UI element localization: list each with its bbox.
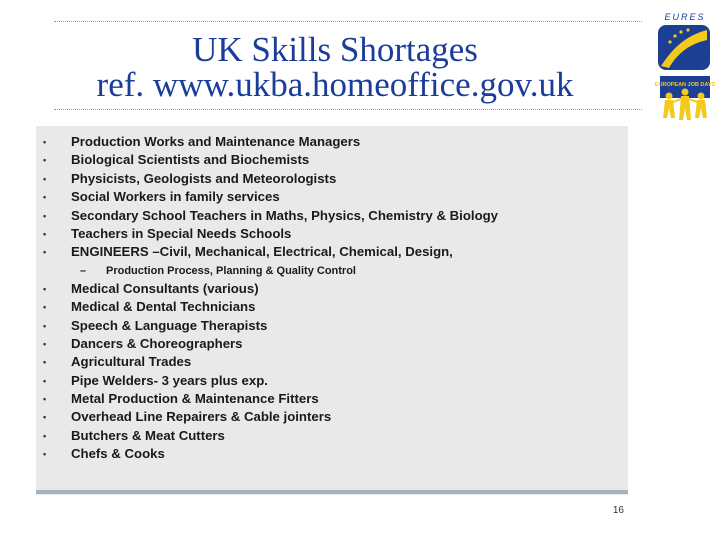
top-divider <box>54 21 642 22</box>
list-item-text: ENGINEERS –Civil, Mechanical, Electrical, Chemical, Design, <box>71 244 453 260</box>
bullet: • <box>43 412 47 423</box>
bullet: • <box>43 283 47 294</box>
people-figures-icon <box>663 89 707 121</box>
list-item <box>36 372 628 390</box>
list-item-text: Biological Scientists and Biochemists <box>71 152 310 168</box>
bullet: • <box>43 338 47 349</box>
bullet: • <box>43 357 47 368</box>
bullet: • <box>43 192 47 203</box>
slide-title <box>40 32 630 102</box>
list-item-text: Secondary School Teachers in Maths, Physics, Chemistry & Biology <box>71 207 499 223</box>
list-item <box>36 353 628 371</box>
list-item-text: Production Works and Maintenance Managers <box>71 134 361 149</box>
list-item-text: Agricultural Trades <box>71 354 192 370</box>
list-item <box>36 188 628 206</box>
bullet: • <box>43 449 47 460</box>
content-panel-border <box>36 490 628 494</box>
list-item <box>36 225 628 243</box>
bullet: • <box>43 430 47 441</box>
skills-list <box>36 133 628 464</box>
list-item <box>36 317 628 335</box>
page-number: 16 <box>612 505 624 516</box>
bullet: • <box>43 302 47 313</box>
title-divider <box>54 109 642 110</box>
bullet: • <box>43 173 47 184</box>
bullet: • <box>43 320 47 331</box>
bullet: • <box>43 228 47 239</box>
bullet: • <box>43 394 47 405</box>
eures-logos <box>655 8 715 128</box>
job-days-text: EUROPEAN JOB DAYS <box>655 82 715 88</box>
list-item <box>36 335 628 353</box>
list-item <box>36 298 628 316</box>
list-item-text: Speech & Language Therapists <box>71 317 268 333</box>
list-item-text: Physicists, Geologists and Meteorologists <box>71 170 337 186</box>
list-item <box>36 151 628 169</box>
list-item-text: Social Workers in family services <box>71 189 280 205</box>
bullet: • <box>43 247 47 258</box>
list-item <box>36 207 628 225</box>
list-item-text: Overhead Line Repairers & Cable jointers <box>71 409 332 425</box>
list-item-text: Medical & Dental Technicians <box>71 299 256 315</box>
list-item-text: Chefs & Cooks <box>71 446 165 462</box>
list-item <box>36 408 628 426</box>
list-item <box>36 427 628 445</box>
list-item <box>36 243 628 261</box>
bullet: • <box>43 375 47 386</box>
bullet: • <box>43 210 47 221</box>
sub-dash: – <box>80 264 87 277</box>
list-item-text: Teachers in Special Needs Schools <box>71 225 292 241</box>
list-item-text: Butchers & Meat Cutters <box>71 427 225 443</box>
title-line-1: UK Skills Shortages <box>192 30 478 69</box>
sub-list-item <box>36 262 628 280</box>
eures-wordmark: EURES <box>664 12 706 22</box>
list-item <box>36 390 628 408</box>
bullet: • <box>43 137 47 147</box>
sub-list-item-text: Production Process, Planning & Quality Control <box>106 264 356 277</box>
list-item <box>36 170 628 188</box>
list-item <box>36 133 628 151</box>
list-item-text: Medical Consultants (various) <box>71 280 259 296</box>
title-line-2: ref. www.ukba.homeoffice.gov.uk <box>96 65 574 104</box>
list-item-text: Dancers & Choreographers <box>71 335 243 351</box>
list-item <box>36 445 628 463</box>
bullet: • <box>43 155 47 166</box>
content-panel <box>36 126 628 495</box>
list-item-text: Metal Production & Maintenance Fitters <box>71 391 319 407</box>
eures-logo-graphic <box>655 8 715 128</box>
list-item <box>36 280 628 298</box>
list-item-text: Pipe Welders- 3 years plus exp. <box>71 372 268 388</box>
